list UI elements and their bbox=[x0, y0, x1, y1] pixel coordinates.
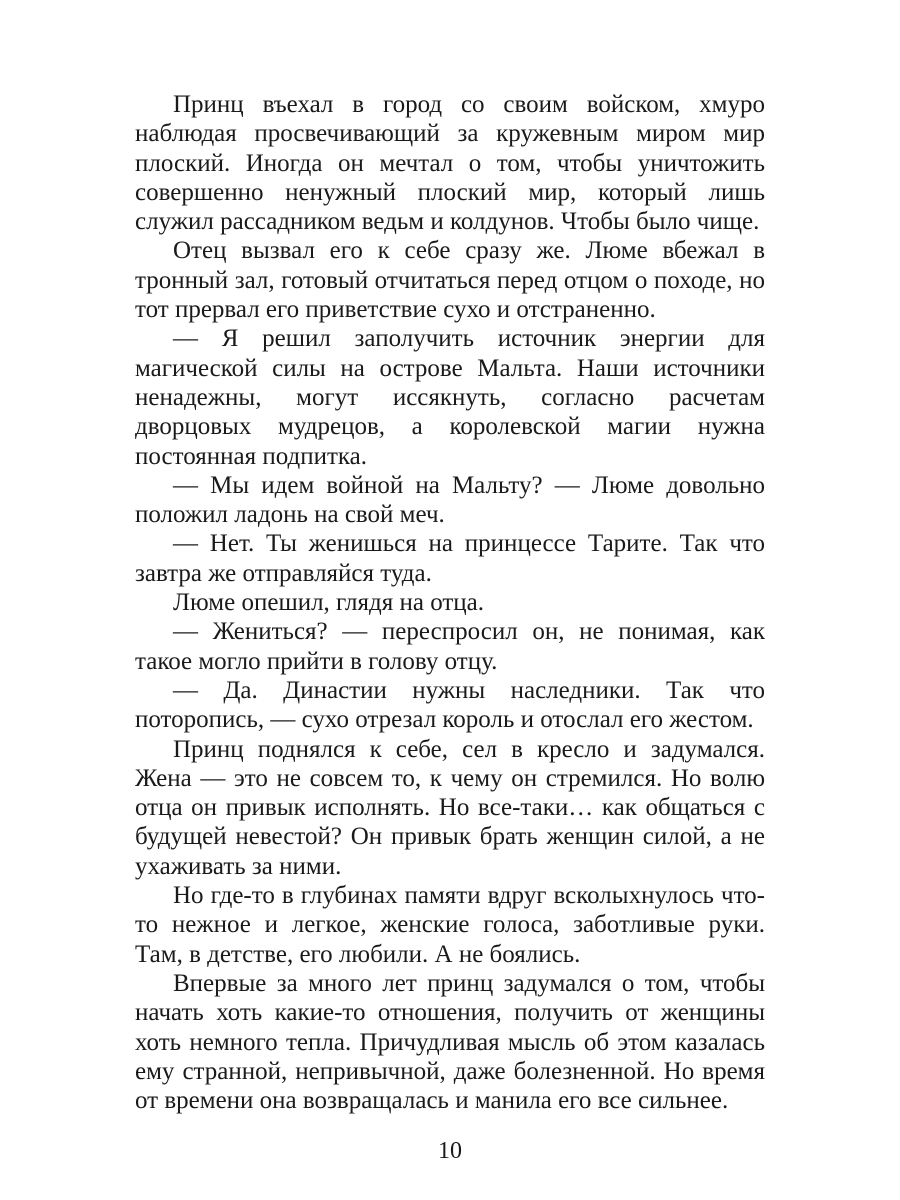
paragraph-11: Впервые за много лет принц задумался о том, чтобы начать хоть какие-то отношения, получить от женщины хоть немного тепла. Причудливая мысль об этом казалась ему странной, непривычной, даже болезненной. Но время от времени она возвращалась и манила его все сильнее. bbox=[135, 969, 765, 1115]
paragraph-4: — Мы идем войной на Мальту? — Люме довольно положил ладонь на свой меч. bbox=[135, 471, 765, 529]
paragraph-10: Но где-то в глубинах памяти вдруг всколыхнулось что-то нежное и легкое, женские голоса, заботливые руки. Там, в детстве, его любили. А не боялись. bbox=[135, 882, 765, 968]
page-number: 10 bbox=[438, 1138, 462, 1164]
paragraph-1: Принц въехал в город со своим войском, хмуро наблюдая просвечивающий за кружевным миром мир плоский. Иногда он мечтал о том, чтобы уничтожить совершенно ненужный плоский мир, который лишь служил рассадником ведьм и колдунов. Чтобы было чище. bbox=[135, 91, 765, 236]
body-text bbox=[135, 90, 765, 1115]
paragraph-2: Отец вызвал его к себе сразу же. Люме вбежал в тронный зал, готовый отчитаться перед отцом о походе, но тот прервал его приветствие сухо и отстраненно. bbox=[135, 237, 765, 324]
paragraph-3: — Я решил заполучить источник энергии для магической силы на острове Мальта. Наши источники ненадежны, могут иссякнуть, согласно расчетам дворцовых мудрецов, а королевской магии нужна постоянная подпитка. bbox=[135, 325, 765, 470]
paragraph-9: Принц поднялся к себе, сел в кресло и задумался. Жена — это не совсем то, к чему он стремился. Но волю отца он привык исполнять. Но все-таки… как общаться с будущей невестой? Он привык брать женщин силой, а не ухаживать за ними. bbox=[135, 735, 765, 880]
paragraph-5: — Нет. Ты женишься на принцессе Тарите. Так что завтра же отправляйся туда. bbox=[135, 530, 765, 587]
paragraph-6: Люме опешил, глядя на отца. bbox=[173, 589, 485, 617]
paragraph-8: — Да. Династии нужны наследники. Так что поторопись, — сухо отрезал король и отослал его жестом. bbox=[135, 676, 765, 734]
paragraph-7: — Жениться? — переспросил он, не понимая, как такое могло прийти в голову отцу. bbox=[135, 618, 765, 675]
